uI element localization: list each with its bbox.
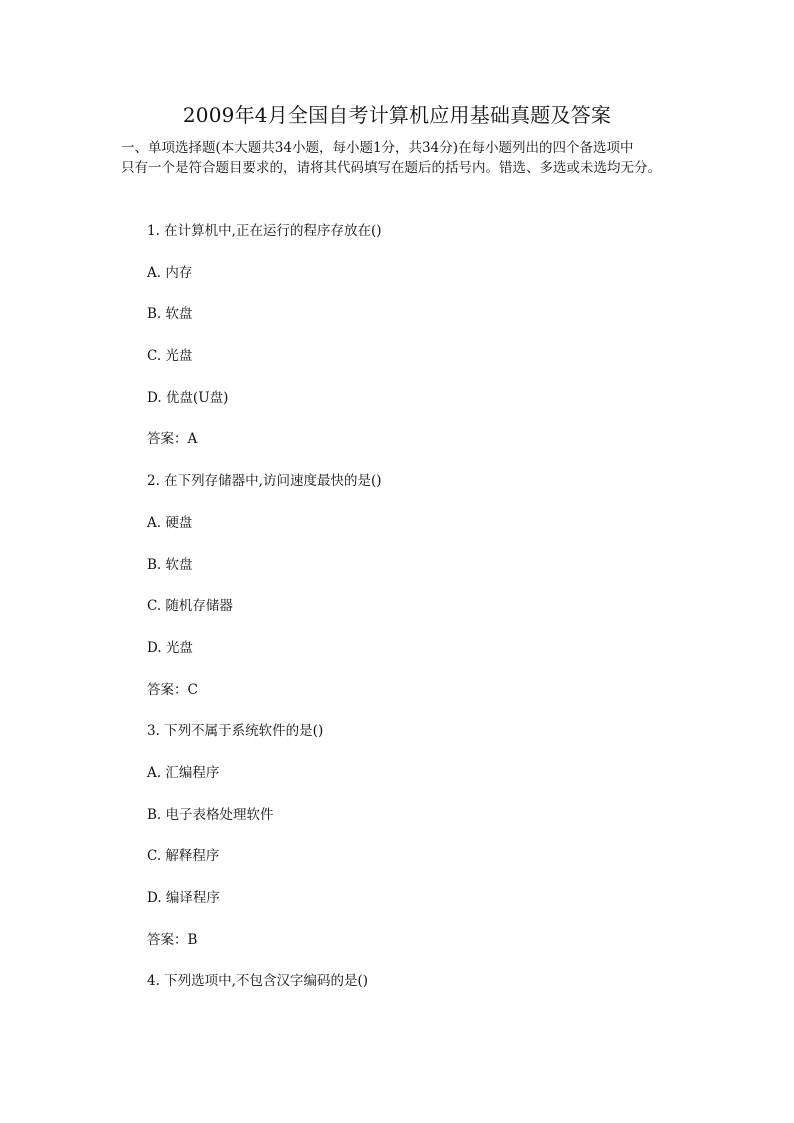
option-a: A. 硬盘 bbox=[147, 514, 193, 531]
option-d: D. 编译程序 bbox=[147, 890, 220, 906]
option-c: C. 解释程序 bbox=[147, 848, 220, 865]
option-a: A. 汇编程序 bbox=[147, 764, 220, 781]
document-title: 2009年4月全国自考计算机应用基础真题及答案 bbox=[182, 103, 612, 127]
answer-1: 答案：A bbox=[147, 431, 198, 448]
option-b: B. 电子表格处理软件 bbox=[147, 806, 274, 823]
question-2: 2. 在下列存储器中,访问速度最快的是() bbox=[147, 473, 382, 490]
intro-line: 只有一个是符合题目要求的，请将其代码填写在题后的括号内。错选、多选或未选均无分。 bbox=[121, 160, 661, 176]
option-c: C. 光盘 bbox=[147, 348, 193, 365]
question-1: 1. 在计算机中,正在运行的程序存放在() bbox=[147, 223, 382, 239]
question-4: 4. 下列选项中,不包含汉字编码的是() bbox=[147, 973, 368, 990]
option-d: D. 优盘(U盘) bbox=[147, 389, 229, 406]
question-3: 3. 下列不属于系统软件的是() bbox=[147, 723, 324, 740]
section-intro bbox=[121, 138, 701, 178]
option-a: A. 内存 bbox=[147, 264, 193, 281]
option-d: D. 光盘 bbox=[147, 639, 193, 656]
answer-3: 答案：B bbox=[147, 931, 198, 948]
option-c: C. 随机存储器 bbox=[147, 598, 233, 615]
option-b: B. 软盘 bbox=[147, 306, 193, 323]
question-list bbox=[147, 218, 707, 1010]
intro-line: 一、单项选择题(本大题共34小题，每小题1分，共34分)在每小题列出的四个备选项中 bbox=[121, 140, 634, 156]
answer-2: 答案：C bbox=[147, 681, 198, 698]
option-b: B. 软盘 bbox=[147, 556, 193, 573]
